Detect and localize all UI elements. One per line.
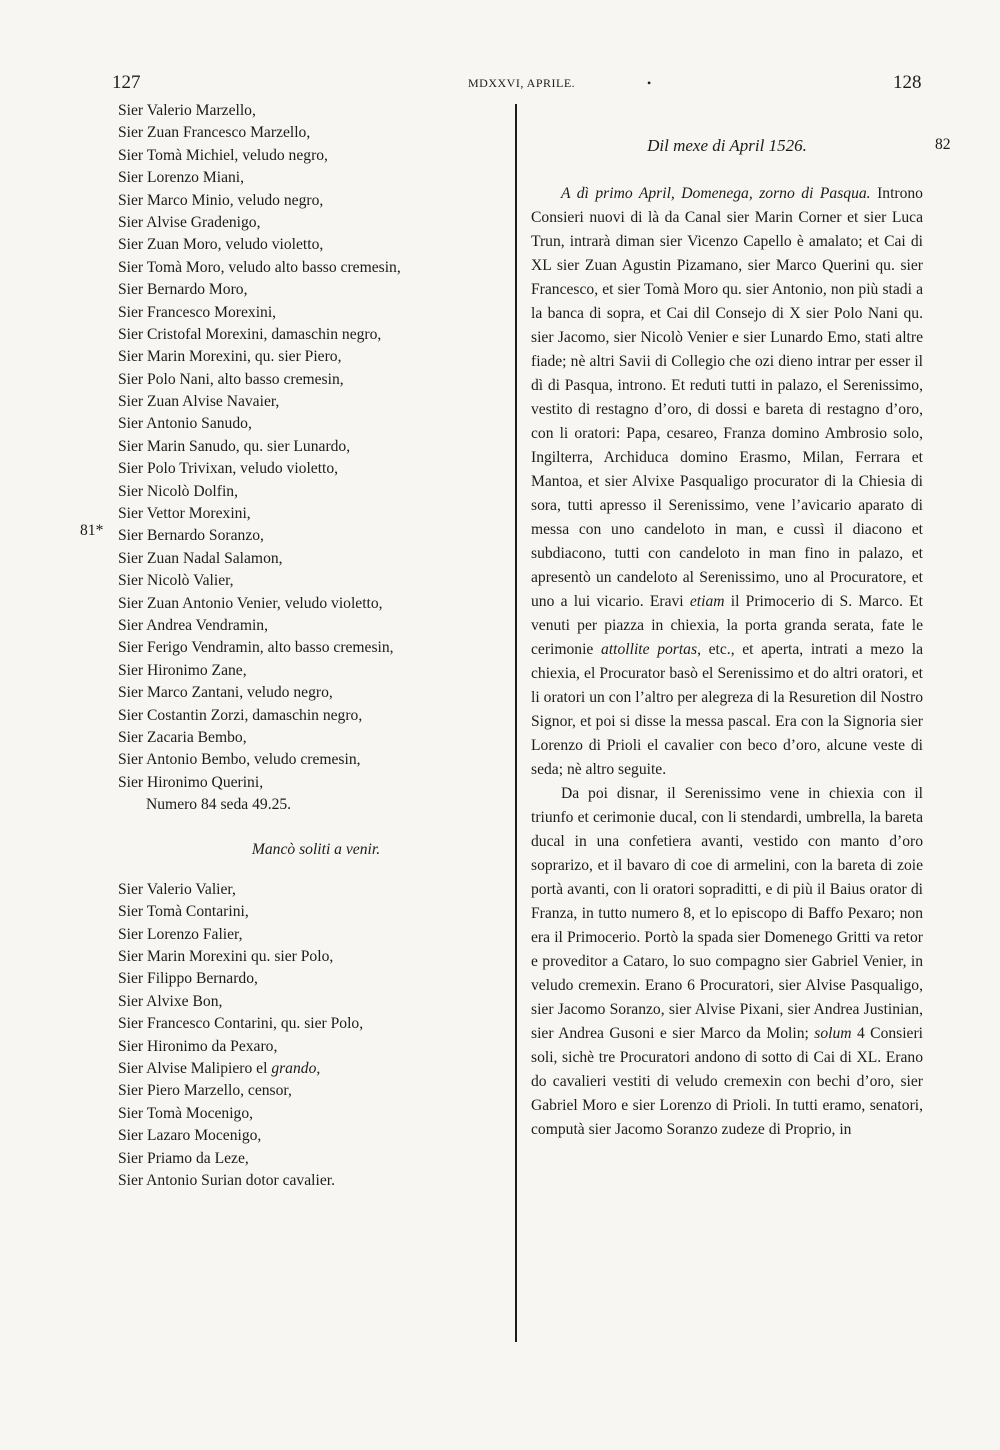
list-item-text: Sier Ferigo Vendramin, alto basso cremesin, [118,639,394,657]
list-item-text: Sier Filippo Bernardo, [118,970,258,988]
list-item-text: Sier Zuan Alvise Navaier, [118,393,280,411]
list-item-text: Sier Lazaro Mocenigo, [118,1127,262,1145]
list-item-text: Sier Polo Trivixan, veludo violetto, [118,460,339,478]
list-item [118,924,514,946]
list-item [118,503,514,525]
list-item-text: Sier Lorenzo Miani, [118,169,245,187]
page-number-right: 128 [893,72,922,93]
list-item [118,391,514,413]
list-item [118,1080,514,1102]
paragraph-2-text-a: Da poi disnar, il Serenissimo vene in chiexia con il triunfo et cerimonie ducal, con li stendardi, umbrella, la bareta ducal in una confetiera avanti, vestido con manto d’oro soprarizo, et il bavaro di coe di armelini, con la bareta di zoie portà avanti, con li oratori sopraditti, e di più il Baius orator di Franza, in tutto numero 8, et lo episcopo di Baffo Pexaro; non era il Primocerio. Portò la spada sier Domenego Gritti va retor e proveditor a Cataro, lo suo compagno sier Gabriel Venier, in veludo cremexin. Erano 6 Procuratori, sier Alvise Pasqualigo, sier Jacomo Soranzo, sier Alvise Pixani, sier Andrea Justinian, sier Andrea Gusoni e sier Marco da Molin; [531,785,923,1042]
list-item-text: Sier Francesco Morexini, [118,303,277,321]
list-item [118,369,514,391]
total-line: Numero 84 seda 49.25. [146,796,292,814]
list-item [118,1170,514,1192]
list-item [118,436,514,458]
list-item-text: Sier Antonio Sanudo, [118,415,252,433]
paragraph-2-solum: solum [814,1025,852,1042]
list-item [118,413,514,435]
list-item [118,570,514,592]
list-item-text: Sier Polo Nani, alto basso cremesin, [118,370,344,388]
list-item [118,257,514,279]
list-item-text: Sier Priamo da Leze, [118,1149,249,1167]
list-item [118,593,514,615]
list-item-text: Sier Andrea Vendramin, [118,616,268,634]
list-item-text: Sier Marin Morexini, qu. sier Piero, [118,348,342,366]
paragraph-1-etiam: etiam [689,593,725,610]
paragraph-1-text-a: Introno Consieri nuovi di là da Canal sier Marin Corner et sier Luca Trun, intrarà diman sier Vicenzo Capello è amalato; et Cai di XL sier Zuan Agustin Pizamano, sier Marco Querini qu. sier Francesco, et sier Tomà Moro qu. sier Antonio, non più stadi a la banca di sopra, et Cai dil Consejo di X sier Polo Nani qu. sier Jacomo, sier Nicolò Venier e sier Lunardo Emo, stati altre fiade; nè altri Savii di Collegio che ozi dieno intrar per esser il dì di Pasqua, introno. Et reduti tutti in palazo, el Serenissimo, vestito di restagno d’oro, di dossi e bareta di restagno d’oro, con li oratori: Papa, cesareo, Franza domino Ambrosio solo, Ingilterra, Archiduca domino Erasmo, Milan, Ferrara et Mantoa, et sier Alvixe Pasqualigo procurator di la Chiesia di sora, tutti apresso il Serenissimo, vene l’avicario aparato di messa con uno candeloto in man, e cussì il diacono et subdiacono, tutti con candeloto in man fino in palazo, et apresentò un candeloto al Serenissimo, uno al Procuratore, et uno a lui vicario. Eravi [531,185,923,610]
list-item-text: Sier Valerio Marzello, [118,102,256,119]
list-item [118,481,514,503]
attendee-list [118,100,514,794]
column-divider [515,104,517,1342]
list-item [118,682,514,704]
right-column [531,134,923,1142]
list-item-text: Sier Zacaria Bembo, [118,728,247,746]
list-item-text: Sier Bernardo Moro, [118,281,248,299]
list-item-text: Sier Alvixe Bon, [118,992,223,1010]
list-item [118,615,514,637]
list-item-text: Sier Tomà Contarini, [118,903,249,921]
paragraph-1 [531,182,923,782]
list-item-text: Sier Tomà Michiel, veludo negro, [118,146,328,164]
list-item-text: Sier Marin Morexini qu. sier Polo, [118,948,334,966]
list-item-text: Sier Zuan Francesco Marzello, [118,124,311,142]
list-item-text: Sier Marco Zantani, veludo negro, [118,684,333,702]
list-item-text: Sier Cristofal Morexini, damaschin negro, [118,325,382,343]
list-item-text: Sier Hironimo Querini, [118,773,264,791]
margin-note-right: 82 [935,136,951,153]
running-head: MDXXVI, APRILE. [468,76,576,90]
list-item [118,234,514,256]
list-item-text: Sier Alvise Malipiero el [118,1060,272,1078]
paragraph-1-lead: A dì primo April, Domenega, zorno di Pasqua. [561,185,871,202]
list-item-text: Sier Costantin Zorzi, damaschin negro, [118,706,363,724]
list-item-text: Sier Tomà Mocenigo, [118,1104,254,1122]
absent-list [118,879,514,1192]
list-item [118,1036,514,1058]
list-item [118,324,514,346]
paragraph-1-attollite: attollite portas [601,641,698,658]
date-heading: Dil mexe di April 1526. [647,136,807,155]
list-item [118,525,514,547]
list-item [118,212,514,234]
list-item [118,100,514,122]
list-item-text: Sier Hironimo Zane, [118,661,247,679]
list-item-text: Sier Tomà Moro, veludo alto basso cremesin, [118,258,401,276]
list-item-text: Sier Marin Sanudo, qu. sier Lunardo, [118,437,351,455]
list-item-text: Sier Piero Marzello, censor, [118,1082,292,1100]
list-item-text: Sier Vettor Morexini, [118,505,251,523]
list-item [118,772,514,794]
running-head-dot: • [647,76,652,90]
paragraph-2 [531,782,923,1142]
list-item-text: Sier Alvise Gradenigo, [118,213,261,231]
list-item [118,1058,514,1080]
list-item [118,1103,514,1125]
paragraph-2-text-b: 4 Consieri soli, sichè tre Procuratori andono di sotto di Cai di XL. Erano do cavalieri vestiti di veludo cremexin con bechi d’oro, sier Gabriel Moro e sier Lorenzo di Prioli. In tutti eramo, senatori, computà sier Jacomo Soranzo zudeze di Proprio, in [531,1025,924,1138]
list-item [118,302,514,324]
list-item-text: Sier Nicolò Dolfin, [118,482,238,500]
paragraph-1-text-c: , etc., et aperta, intrati a mezo la chiexia, el Procurator basò el Serenissimo et do altri oratori, et li oratori un con l’altro per alegreza di la Resuretion dil Nostro Signor, et poi si disse la messa pascal. Era con la Signoria sier Lorenzo di Prioli el cavalier con beco d’oro, alcune veste di seda; nè altro seguite. [531,641,923,778]
list-item [118,991,514,1013]
list-item-text: Sier Antonio Bembo, veludo cremesin, [118,751,361,769]
margin-note-left: 81* [80,522,104,539]
list-item [118,346,514,368]
list-item [118,190,514,212]
list-item [118,749,514,771]
list-item [118,705,514,727]
list-item [118,968,514,990]
list-item-text: Sier Lorenzo Falier, [118,925,243,943]
list-item-text: Sier Antonio Surian dotor cavalier. [118,1171,335,1189]
list-item [118,279,514,301]
list-item [118,727,514,749]
list-item-text: Sier Nicolò Valier, [118,572,234,590]
list-item [118,1125,514,1147]
list-item-text: Sier Marco Minio, veludo negro, [118,191,324,209]
list-item [118,548,514,570]
list-item-italic: grando, [271,1060,321,1078]
list-item-text: Sier Zuan Antonio Venier, veludo violetto, [118,594,383,612]
list-item [118,122,514,144]
list-item [118,458,514,480]
list-item-text: Sier Zuan Nadal Salamon, [118,549,283,567]
paragraph-1-text-b: il Primocerio di S. Marco. Et venuti per piazza in chiexia, la porta granda serata, fate le cerimonie [531,593,923,658]
list-item [118,946,514,968]
list-item [118,1148,514,1170]
list-item [118,167,514,189]
left-column [118,100,514,1192]
list-item [118,901,514,923]
list-item [118,637,514,659]
list-item-text: Sier Bernardo Soranzo, [118,527,264,545]
page-number-left: 127 [112,72,141,93]
list-item-text: Sier Hironimo da Pexaro, [118,1037,278,1055]
section-heading: Mancò soliti a venir. [251,840,381,858]
list-item [118,145,514,167]
list-item [118,1013,514,1035]
list-item-text: Sier Francesco Contarini, qu. sier Polo, [118,1015,364,1033]
list-item-text: Sier Valerio Valier, [118,880,236,898]
list-item [118,879,514,901]
list-item-text: Sier Zuan Moro, veludo violetto, [118,236,324,254]
list-item [118,660,514,682]
